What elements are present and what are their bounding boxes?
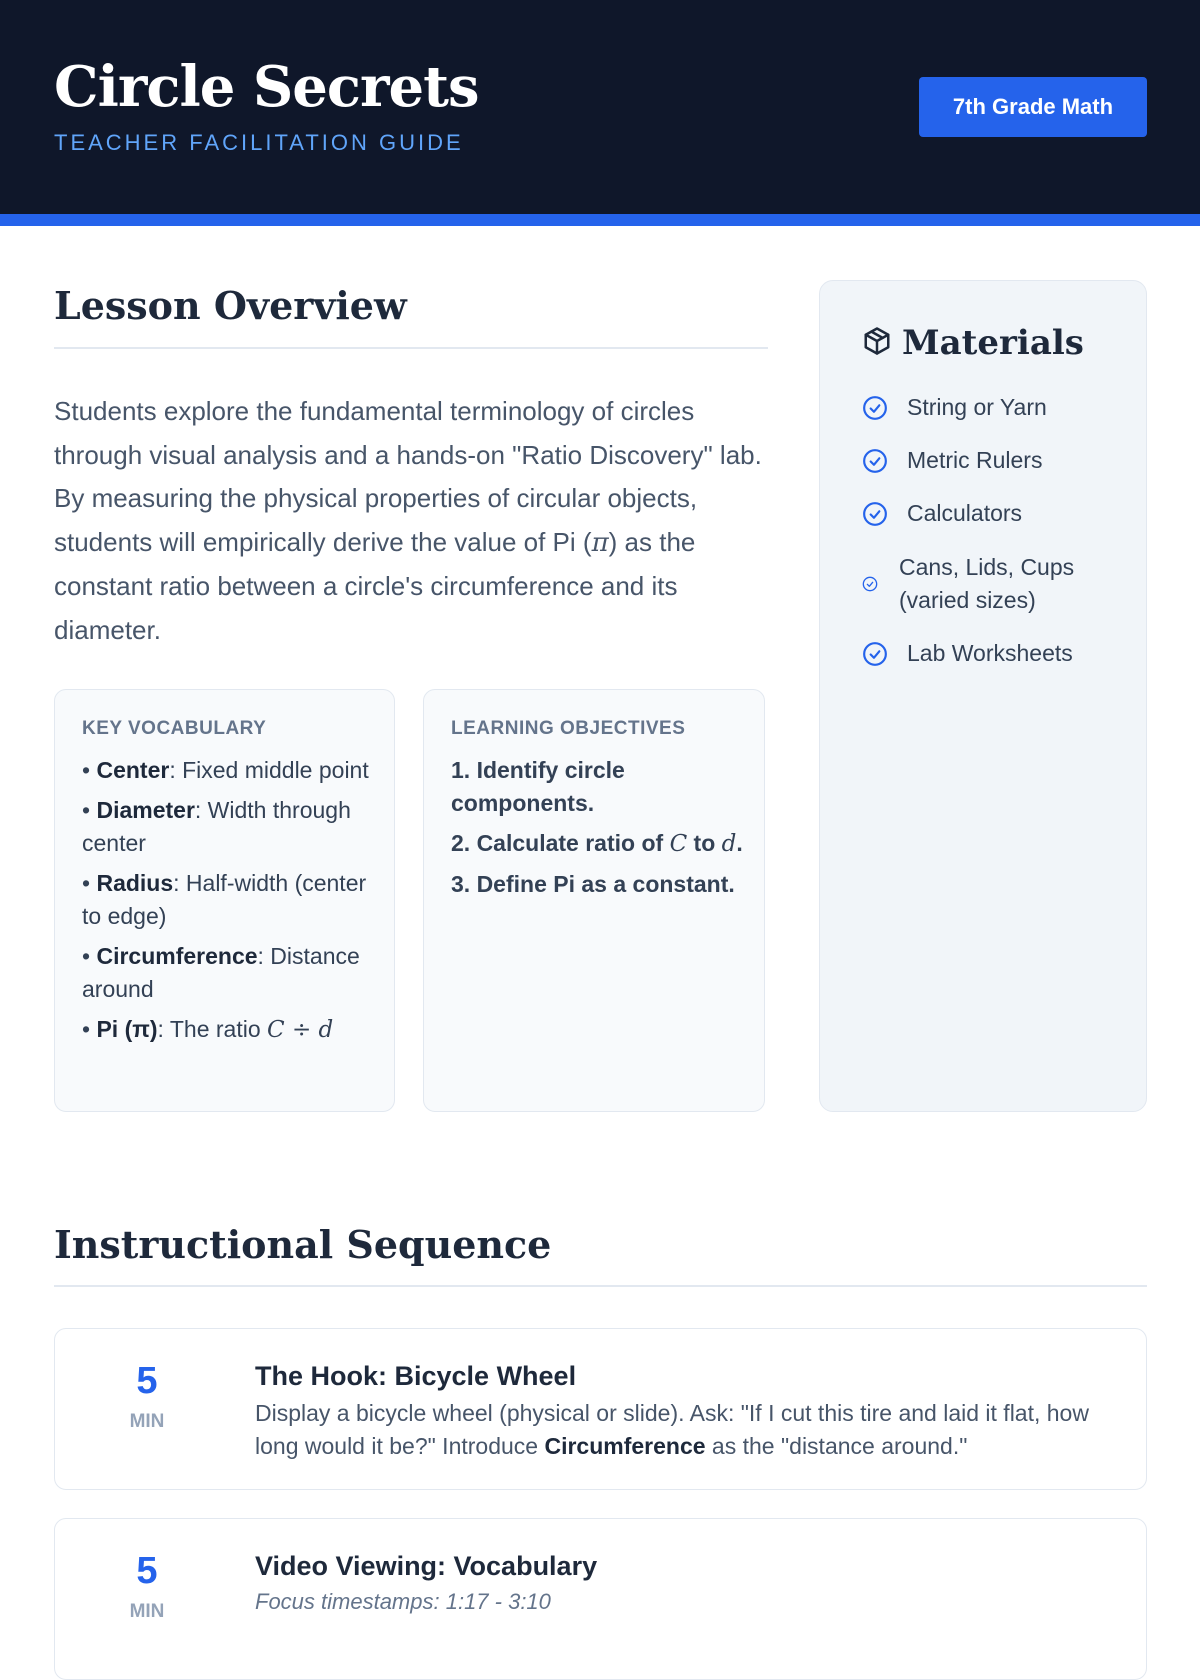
objective-text: . [736,830,743,856]
vocabulary-term: Circumference [96,943,258,969]
materials-item [862,551,1102,617]
materials-panel [819,280,1147,1112]
duration-value: 5 [136,1360,158,1402]
sequence-heading: Instructional Sequence [54,1222,552,1267]
check-circle-icon [862,395,888,421]
vocabulary-item [82,794,374,860]
math-c: C [669,831,688,857]
materials-item-label: Cans, Lids, Cups (varied sizes) [899,554,1075,613]
step-description-text: as the "distance around." [705,1433,968,1459]
duration-unit: MIN [129,1411,165,1432]
sequence-divider [54,1285,1147,1287]
materials-item [862,444,1042,477]
overview-heading: Lesson Overview [54,283,407,328]
objective-item [451,827,744,861]
sequence-step [54,1518,1147,1680]
page-title: Circle Secrets [54,54,479,120]
step-note: Focus timestamps: 1:17 - 3:10 [255,1589,551,1614]
step-duration [105,1357,189,1433]
vocabulary-term: Diameter [96,797,195,823]
materials-item-label: Calculators [907,500,1023,526]
bullet: • [82,943,91,969]
overview-text-part-1: Students explore the fundamental terminology of circles through visual analysis and a hands-on "Ratio Discovery" lab. By measuring the physical properties of circular objects, students will empirically derive the value of Pi ( [54,396,762,557]
step-description [255,1397,1125,1463]
materials-item-label: Lab Worksheets [907,640,1073,666]
objective-item: 3. Define Pi as a constant. [451,871,735,897]
vocabulary-definition: : Distance around [82,943,360,1002]
materials-item-label: Metric Rulers [907,447,1043,473]
overview-divider [54,347,768,349]
vocabulary-item [82,1013,374,1047]
vocabulary-definition: : Width through center [82,797,351,856]
materials-item [862,391,1047,424]
vocabulary-term: Center [96,757,170,783]
step-duration [105,1547,189,1623]
objectives-list [451,754,744,908]
math-d: d [721,831,737,857]
vocabulary-card [54,689,395,1112]
vocabulary-heading: KEY VOCABULARY [82,718,267,739]
vocabulary-item [82,940,374,1006]
overview-text-part-2: ) as the constant ratio between a circle's circumference and its diameter. [54,526,696,645]
duration-unit: MIN [129,1601,165,1622]
objectives-heading: LEARNING OBJECTIVES [451,718,686,739]
objectives-card [423,689,765,1112]
vocabulary-term: Radius [96,870,174,896]
sequence-step [54,1328,1147,1490]
bullet: • [82,870,91,896]
header-accent-bar [0,214,1200,226]
step-title: The Hook: Bicycle Wheel [255,1361,577,1391]
vocabulary-term: Pi (π) [96,1016,158,1042]
check-circle-icon [862,641,888,667]
vocabulary-list [82,754,374,1054]
step-description-highlight: Circumference [544,1433,706,1459]
step-title: Video Viewing: Vocabulary [255,1551,598,1581]
check-circle-icon [862,501,888,527]
bullet: • [82,797,91,823]
page-subtitle: TEACHER FACILITATION GUIDE [54,130,464,155]
vocabulary-item [82,867,374,933]
vocabulary-definition: : The ratio [157,1016,268,1042]
materials-heading: Materials [902,323,1084,363]
check-circle-icon [862,448,888,474]
bullet: • [82,757,91,783]
objective-text: to [687,830,722,856]
step-description-text: Display a bicycle wheel (physical or slide). Ask: "If I cut this tire and laid it flat, how long would it be?" Introduce [255,1400,1089,1459]
package-icon [862,326,892,361]
grade-badge: 7th Grade Math [919,77,1147,137]
overview-paragraph [54,390,768,652]
materials-header [862,323,1084,363]
vocabulary-definition: : Fixed middle point [169,757,369,783]
objective-text: 2. Calculate ratio of [451,830,670,856]
pi-symbol: π [591,527,609,558]
page-header [0,0,1200,214]
check-circle-icon [862,576,878,592]
ratio-formula: C ÷ d [267,1017,334,1043]
materials-item [862,637,1073,670]
vocabulary-definition: : Half-width (center to edge) [82,870,367,929]
vocabulary-item [82,754,374,787]
objective-item: 1. Identify circle components. [451,757,625,816]
materials-item [862,497,1022,530]
bullet: • [82,1016,91,1042]
duration-value: 5 [136,1550,158,1592]
materials-item-label: String or Yarn [907,394,1047,420]
